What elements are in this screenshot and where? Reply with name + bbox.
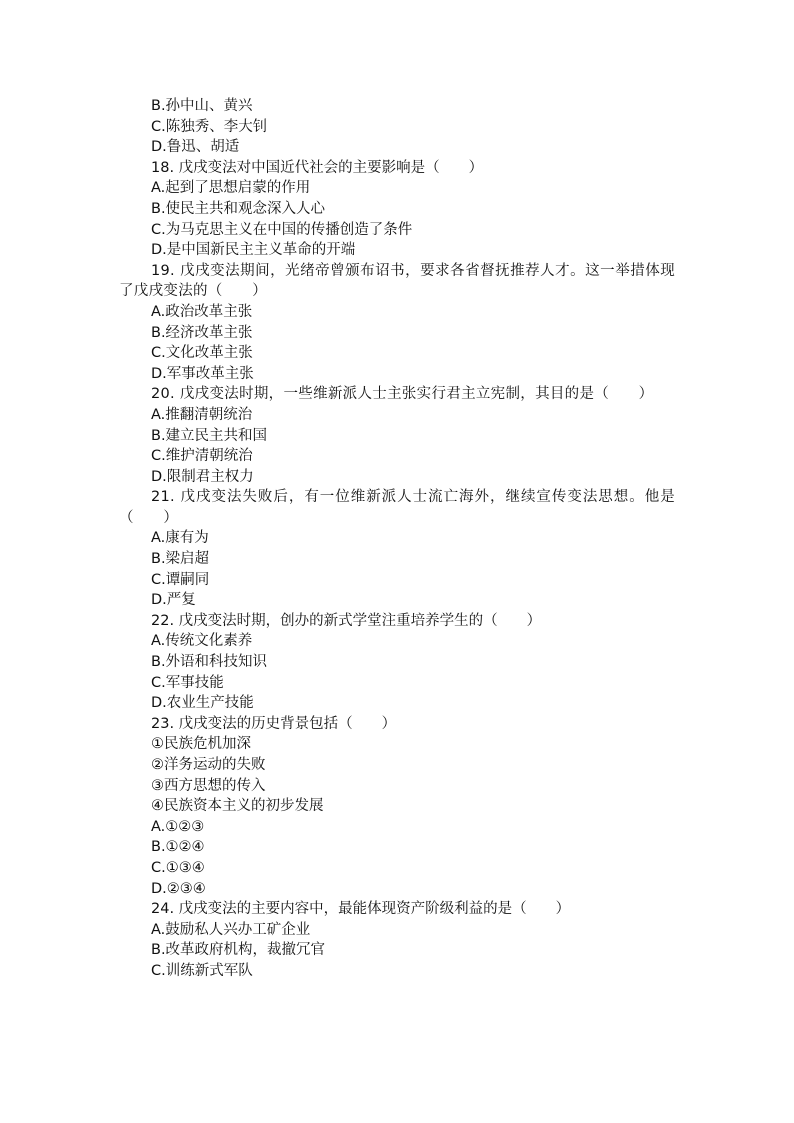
question-content: [119, 96, 675, 982]
question-21-option-d: D.严复: [151, 592, 196, 609]
prev-option-d: D.鲁迅、胡适: [151, 139, 240, 156]
question-21-option-c: C.谭嗣同: [151, 571, 210, 588]
question-24-option-c: C.训练新式军队: [151, 962, 253, 979]
question-18-stem: 18. 戊戌变法对中国近代社会的主要影响是（ ）: [151, 159, 484, 176]
question-18-option-a: A.起到了思想启蒙的作用: [151, 180, 311, 197]
question-22-option-d: D.农业生产技能: [151, 695, 254, 712]
question-22-option-a: A.传统文化素养: [151, 633, 253, 650]
question-22-stem: 22. 戊戌变法时期，创办的新式学堂注重培养学生的（ ）: [151, 612, 542, 629]
question-23-item-4: ④民族资本主义的初步发展: [151, 798, 324, 815]
question-21-stem: 21. 戊戌变法失败后，有一位维新派人士流亡海外，继续宣传变法思想。他是（ ）: [119, 489, 675, 526]
question-23-option-b: B.①②④: [151, 839, 205, 856]
question-23-option-a: A.①②③: [151, 818, 205, 835]
question-22-option-b: B.外语和科技知识: [151, 654, 268, 671]
question-19-option-a: A.政治改革主张: [151, 303, 253, 320]
question-24-option-b: B.改革政府机构，裁撤冗官: [151, 942, 326, 959]
question-20-option-c: C.维护清朝统治: [151, 448, 253, 465]
question-20-option-a: A.推翻清朝统治: [151, 406, 253, 423]
question-19-stem: 19. 戊戌变法期间，光绪帝曾颁布诏书，要求各省督抚推荐人才。这一举措体现了戊戌变法的（ ）: [119, 262, 675, 300]
question-21-option-a: A.康有为: [151, 530, 209, 547]
question-23-item-1: ①民族危机加深: [151, 736, 251, 753]
question-23-item-3: ③西方思想的传入: [151, 777, 266, 794]
prev-option-c: C.陈独秀、李大钊: [151, 118, 268, 135]
prev-option-b: B.孙中山、黄兴: [151, 98, 253, 114]
question-23-stem: 23. 戊戌变法的历史背景包括（ ）: [151, 715, 397, 732]
question-19-option-b: B.经济改革主张: [151, 324, 253, 341]
question-20-option-d: D.限制君主权力: [151, 468, 254, 485]
question-21-option-b: B.梁启超: [151, 551, 210, 568]
question-22-option-c: C.军事技能: [151, 674, 224, 691]
question-18-option-c: C.为马克思主义在中国的传播创造了条件: [151, 221, 413, 238]
question-23-option-d: D.②③④: [151, 880, 206, 897]
question-18-option-b: B.使民主共和观念深入人心: [151, 200, 326, 217]
question-23-option-c: C.①③④: [151, 859, 205, 876]
question-18-option-d: D.是中国新民主主义革命的开端: [151, 242, 356, 259]
question-24-option-a: A.鼓励私人兴办工矿企业: [151, 921, 311, 938]
question-20-option-b: B.建立民主共和国: [151, 427, 268, 444]
question-19-option-c: C.文化改革主张: [151, 345, 253, 362]
question-24-stem: 24. 戊戌变法的主要内容中，最能体现资产阶级利益的是（ ）: [151, 901, 571, 918]
question-20-stem: 20. 戊戌变法时期，一些维新派人士主张实行君主立宪制，其目的是（ ）: [151, 386, 654, 403]
question-19-option-d: D.军事改革主张: [151, 365, 254, 382]
question-23-item-2: ②洋务运动的失败: [151, 757, 266, 773]
